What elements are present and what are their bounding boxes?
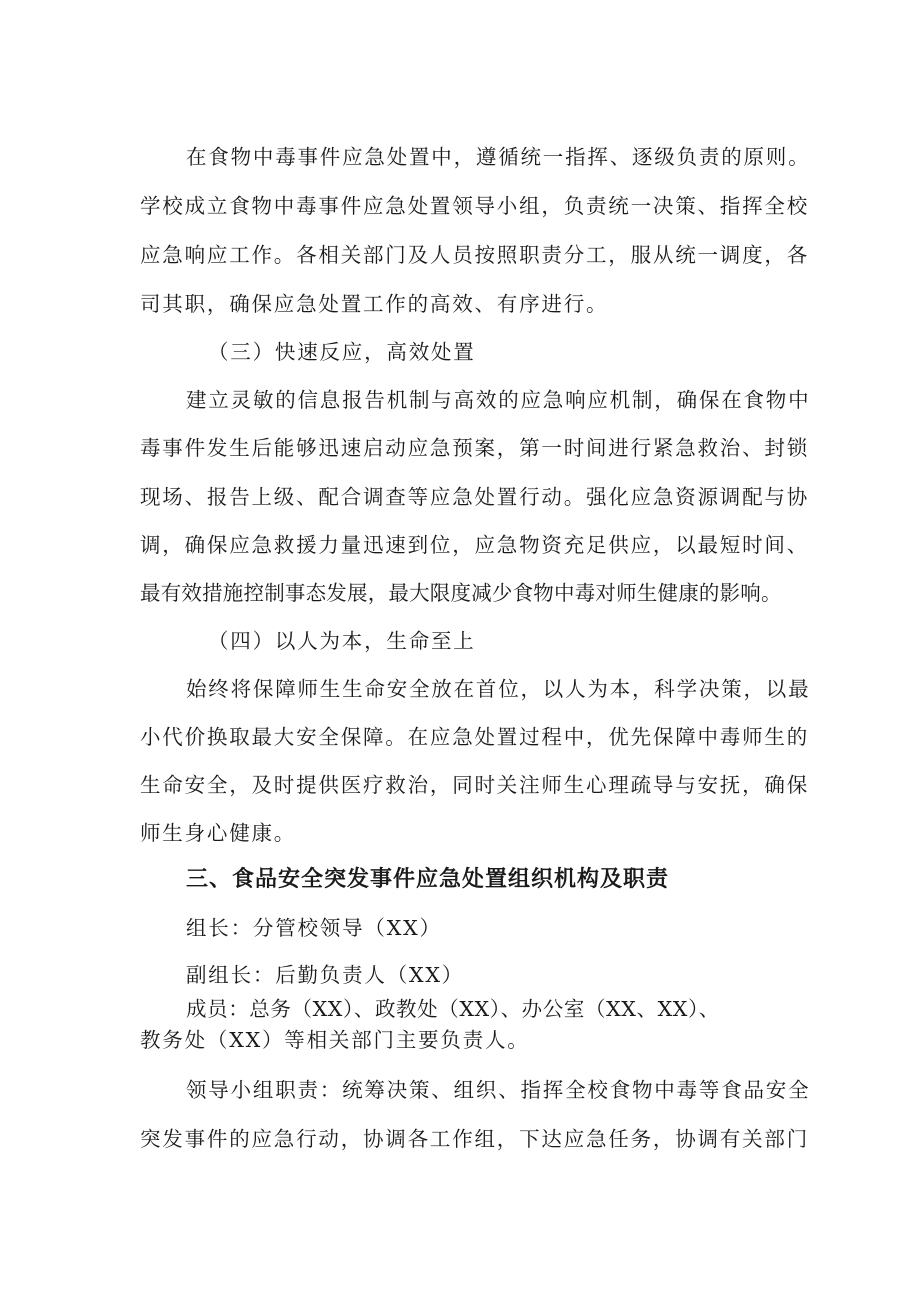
leader-line: 组长：分管校领导（XX）: [186, 916, 442, 940]
paragraph-line: 毒事件发生后能够迅速启动应急预案，第一时间进行紧急救治、封锁: [140, 436, 809, 460]
paragraph-line: 始终将保障师生生命安全放在首位，以人为本，科学决策，以最: [186, 677, 811, 701]
deputy-leader-line: 副组长：后勤负责人（XX）: [186, 963, 465, 987]
paragraph-line: 小代价换取最大安全保障。在应急处置过程中，优先保障中毒师生的: [140, 725, 809, 749]
paragraph-line: 领导小组职责：统筹决策、组织、指挥全校食物中毒等食品安全: [186, 1078, 811, 1102]
section-heading: 三、食品安全突发事件应急处置组织机构及职责: [186, 867, 670, 892]
paragraph-line: 生命安全，及时提供医疗救治，同时关注师生心理疏导与安抚，确保: [140, 773, 809, 797]
paragraph-line: 司其职，确保应急处置工作的高效、有序进行。: [140, 292, 609, 316]
paragraph-line: 现场、报告上级、配合调查等应急处置行动。强化应急资源调配与协: [140, 485, 809, 509]
paragraph-line: 在食物中毒事件应急处置中，遵循统一指挥、逐级负责的原则。: [186, 145, 811, 169]
paragraph-line: 调，确保应急救援力量迅速到位，应急物资充足供应，以最短时间、: [140, 533, 809, 557]
paragraph-line: 学校成立食物中毒事件应急处置领导小组，负责统一决策、指挥全校: [140, 194, 809, 218]
paragraph-line: 建立灵敏的信息报告机制与高效的应急响应机制，确保在食物中: [186, 388, 811, 412]
paragraph-line: 突发事件的应急行动，协调各工作组，下达应急任务，协调有关部门: [140, 1127, 809, 1151]
paragraph-line: 应急响应工作。各相关部门及人员按照职责分工，服从统一调度，各: [140, 243, 809, 267]
paragraph-line: 师生身心健康。: [140, 821, 297, 845]
subheading-4: （四）以人为本，生命至上: [208, 629, 476, 653]
members-line-cont: 教务处（XX）等相关部门主要负责人。: [140, 1028, 530, 1052]
paragraph-line: 最有效措施控制事态发展，最大限度减少食物中毒对师生健康的影响。: [140, 581, 782, 605]
members-line: 成员：总务（XX）、政教处（XX）、办公室（XX、XX）、: [186, 997, 720, 1021]
subheading-3: （三）快速反应，高效处置: [208, 340, 476, 364]
